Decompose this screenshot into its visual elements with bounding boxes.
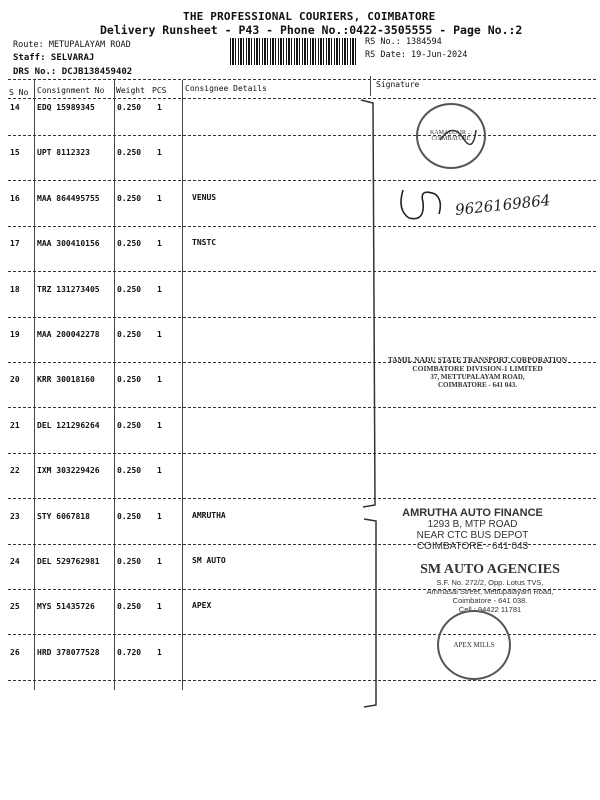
row-weight: 0.250 [117, 420, 142, 430]
row-consignee: TNSTC [192, 238, 217, 248]
row-weight: 0.250 [117, 602, 142, 612]
row-sno: 26 [10, 647, 20, 657]
row-consignment: HRD 378077528 [37, 647, 100, 657]
row-consignment: IXM 303229426 [37, 466, 100, 476]
row-consignment: EDQ 15989345 [37, 103, 95, 112]
apex-stamp: APEX MILLS [437, 610, 511, 680]
rs-number: RS No.: 1384594 [365, 37, 442, 47]
row-pcs: 1 [157, 103, 162, 112]
row-consignee: VENUS [192, 192, 217, 202]
handwritten-phone: 9626169864 [454, 191, 552, 219]
row-weight: 0.250 [117, 103, 142, 112]
bracket-mark [355, 95, 385, 515]
col-divider [370, 76, 371, 96]
row-divider [8, 407, 596, 408]
row-sno: 23 [10, 511, 20, 521]
row-sno: 25 [10, 602, 20, 612]
row-divider [8, 180, 596, 181]
row-consignment: KRR 30018160 [37, 375, 95, 385]
col-header-sno: S No [9, 88, 29, 97]
row-sno: 22 [10, 466, 20, 476]
row-pcs: 1 [157, 557, 162, 566]
row-sno: 17 [10, 239, 20, 249]
signature-mark [438, 120, 478, 150]
row-pcs: 1 [157, 239, 162, 249]
row-weight: 0.250 [117, 239, 142, 249]
row-consignment: MAA 200042278 [37, 330, 100, 339]
row-weight: 0.250 [117, 330, 142, 339]
col-divider [114, 80, 115, 690]
row-consignee: AMRUTHA [192, 510, 226, 520]
row-sno: 21 [10, 420, 20, 430]
row-divider [8, 317, 596, 318]
header-rule-bottom [8, 98, 596, 99]
row-pcs: 1 [157, 466, 162, 476]
row-sno: 16 [10, 193, 20, 203]
amrutha-stamp: AMRUTHA AUTO FINANCE 1293 B, MTP ROAD NEAR CTC BUS DEPOT COIMBATORE - 641 043 [402, 507, 543, 552]
row-weight: 0.250 [117, 466, 142, 476]
bracket-mark [360, 515, 385, 715]
handwritten-signature [395, 180, 455, 225]
row-pcs: 1 [157, 375, 162, 385]
sm-auto-stamp: SM AUTO AGENCIES S.F. No. 272/2, Opp. Lotus TVS, Ammasai Street, Mettupalayam Road, Coimbatore - 641 038. Cell : 94422 11781 [420, 562, 560, 614]
row-pcs: 1 [157, 602, 162, 612]
col-header-weight: Weight [116, 86, 145, 95]
row-divider [8, 271, 596, 272]
row-pcs: 1 [157, 330, 162, 339]
route-label: Route: METUPALAYAM ROAD [13, 40, 131, 50]
row-pcs: 1 [157, 148, 162, 158]
row-pcs: 1 [157, 193, 162, 203]
row-sno: 18 [10, 284, 20, 294]
row-pcs: 1 [157, 647, 162, 657]
round-stamp: KAMALLAIR ... COIMBATORE [416, 103, 486, 169]
row-sno: 19 [10, 330, 20, 339]
row-consignment: DEL 121296264 [37, 420, 100, 430]
row-weight: 0.250 [117, 557, 142, 566]
row-consignment: TRZ 131273405 [37, 284, 100, 294]
row-sno: 20 [10, 375, 20, 385]
row-divider [8, 453, 596, 454]
row-weight: 0.250 [117, 193, 142, 203]
row-weight: 0.250 [117, 284, 142, 294]
row-consignment: MAA 300410156 [37, 239, 100, 249]
row-divider [8, 680, 596, 681]
col-header-signature: Signature [376, 80, 420, 89]
col-header-consignee: Consignee Details [185, 84, 267, 93]
row-pcs: 1 [157, 511, 162, 521]
row-consignment: DEL 529762981 [37, 557, 100, 566]
drs-number: DRS No.: DCJB138459402 [13, 67, 133, 77]
col-divider [182, 80, 183, 690]
col-header-pcs: PCS [152, 86, 167, 95]
row-consignment: MAA 864495755 [37, 193, 100, 203]
col-header-consignment: Consignment No [37, 86, 105, 95]
rs-date: RS Date: 19-Jun-2024 [365, 50, 468, 60]
row-weight: 0.250 [117, 148, 142, 158]
row-sno: 14 [10, 103, 20, 112]
col-divider [34, 80, 35, 690]
row-pcs: 1 [157, 420, 162, 430]
header-rule-top [8, 79, 596, 80]
row-divider [8, 498, 596, 499]
company-name: THE PROFESSIONAL COURIERS, COIMBATORE [183, 10, 436, 23]
row-weight: 0.250 [117, 511, 142, 521]
row-consignee: APEX [192, 601, 212, 611]
row-consignment: STY 6067818 [37, 511, 90, 521]
runsheet-title: Delivery Runsheet - P43 - Phone No.:0422-3505555 - Page No.:2 [100, 23, 523, 37]
tnstc-stamp: TAMIL NADU STATE TRANSPORT CORPORATION COIMBATORE DIVISION-1 LIMITED 37, METTUPALAYAM ROAD, COIMBATORE - 641 043. [387, 355, 568, 389]
row-consignment: MYS 51435726 [37, 602, 95, 612]
row-weight: 0.250 [117, 375, 142, 385]
row-pcs: 1 [157, 284, 162, 294]
row-sno: 15 [10, 148, 20, 158]
row-divider [8, 226, 596, 227]
row-consignment: UPT 8112323 [37, 148, 90, 158]
row-consignee: SM AUTO [192, 556, 226, 565]
row-divider [8, 135, 596, 136]
staff-label: Staff: SELVARAJ [13, 53, 95, 63]
row-weight: 0.720 [117, 647, 142, 657]
barcode [230, 38, 358, 65]
row-sno: 24 [10, 557, 20, 566]
